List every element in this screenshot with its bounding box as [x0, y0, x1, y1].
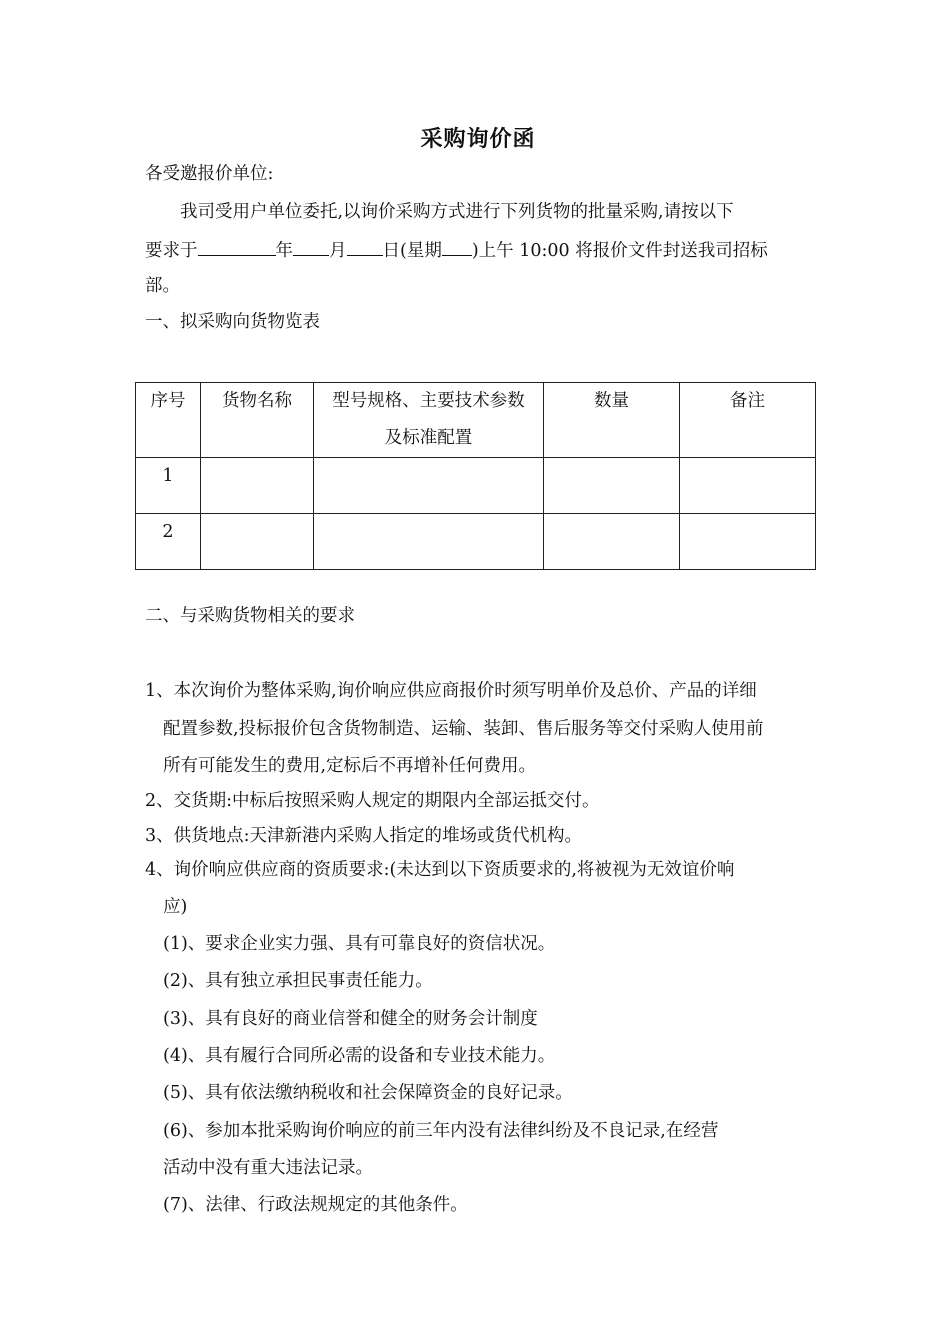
header-spec-line-1: 型号规格、主要技术参数	[332, 391, 525, 411]
row-no: 2	[136, 514, 201, 570]
row-remark-cell[interactable]	[680, 514, 816, 570]
row-qty-cell[interactable]	[544, 458, 680, 514]
table-row	[136, 514, 816, 570]
salutation: 各受邀报价单位:	[145, 164, 274, 184]
requirement-4-line-1: 4、询价响应供应商的资质要求:(未达到以下资质要求的,将被视为无效谊价响	[145, 860, 735, 880]
row-name-cell[interactable]	[201, 514, 314, 570]
intro-suffix: )上午 10:00 将报价文件封送我司招标	[471, 241, 768, 261]
qualification-7: (7)、法律、行政法规规定的其他条件。	[163, 1195, 468, 1215]
row-remark-cell[interactable]	[680, 458, 816, 514]
qualification-3: (3)、具有良好的商业信誉和健全的财务会计制度	[163, 1009, 538, 1029]
row-name-cell[interactable]	[201, 458, 314, 514]
day-label: 日(星期	[382, 241, 442, 261]
requirement-3: 3、供货地点:天津新港内采购人指定的堆场或货代机构。	[145, 826, 583, 846]
requirement-1-line-3: 所有可能发生的费用,定标后不再增补任何费用。	[163, 756, 537, 776]
qualification-4: (4)、具有履行合同所必需的设备和专业技术能力。	[163, 1046, 556, 1066]
requirement-2: 2、交货期:中标后按照采购人规定的期限内全部运抵交付。	[145, 791, 600, 811]
header-remark: 备注	[680, 383, 816, 458]
month-blank[interactable]	[293, 237, 329, 256]
requirement-4-line-2: 应)	[163, 897, 188, 917]
goods-table	[135, 382, 816, 570]
day-blank[interactable]	[347, 237, 383, 256]
qualification-6-line-2: 活动中没有重大违法记录。	[163, 1158, 373, 1178]
table-header-row	[136, 383, 816, 458]
row-no: 1	[136, 458, 201, 514]
weekday-blank[interactable]	[442, 237, 472, 256]
qualification-5: (5)、具有依法缴纳税收和社会保障资金的良好记录。	[163, 1083, 573, 1103]
header-spec	[314, 383, 544, 458]
document-title: 采购询价函	[420, 126, 536, 152]
header-qty: 数量	[544, 383, 680, 458]
table-row	[136, 458, 816, 514]
row-spec-cell[interactable]	[314, 458, 544, 514]
header-name: 货物名称	[201, 383, 314, 458]
year-blank[interactable]	[198, 237, 276, 256]
requirement-1-line-1: 1、本次询价为整体采购,询价响应供应商报价时须写明单价及总价、产品的详细	[145, 681, 757, 701]
header-spec-line-2: 及标准配置	[384, 428, 473, 448]
intro-prefix: 要求于	[145, 241, 198, 261]
qualification-1: (1)、要求企业实力强、具有可靠良好的资信状况。	[163, 934, 556, 954]
row-spec-cell[interactable]	[314, 514, 544, 570]
header-no: 序号	[136, 383, 201, 458]
requirement-1-line-2: 配置参数,投标报价包含货物制造、运输、装卸、售后服务等交付采购人使用前	[163, 719, 764, 739]
qualification-6-line-1: (6)、参加本批采购询价响应的前三年内没有法律纠纷及不良记录,在经营	[163, 1121, 719, 1141]
intro-line-2	[145, 237, 768, 263]
qualification-2: (2)、具有独立承担民事责任能力。	[163, 971, 433, 991]
section1-heading: 一、拟采购向货物览表	[145, 312, 320, 332]
row-qty-cell[interactable]	[544, 514, 680, 570]
section2-heading: 二、与采购货物相关的要求	[145, 606, 355, 626]
month-label: 月	[329, 241, 347, 261]
intro-line-3: 部。	[145, 276, 180, 296]
year-label: 年	[275, 241, 293, 261]
intro-line-1: 我司受用户单位委托,以询价采购方式进行下列货物的批量采购,请按以下	[180, 202, 734, 222]
